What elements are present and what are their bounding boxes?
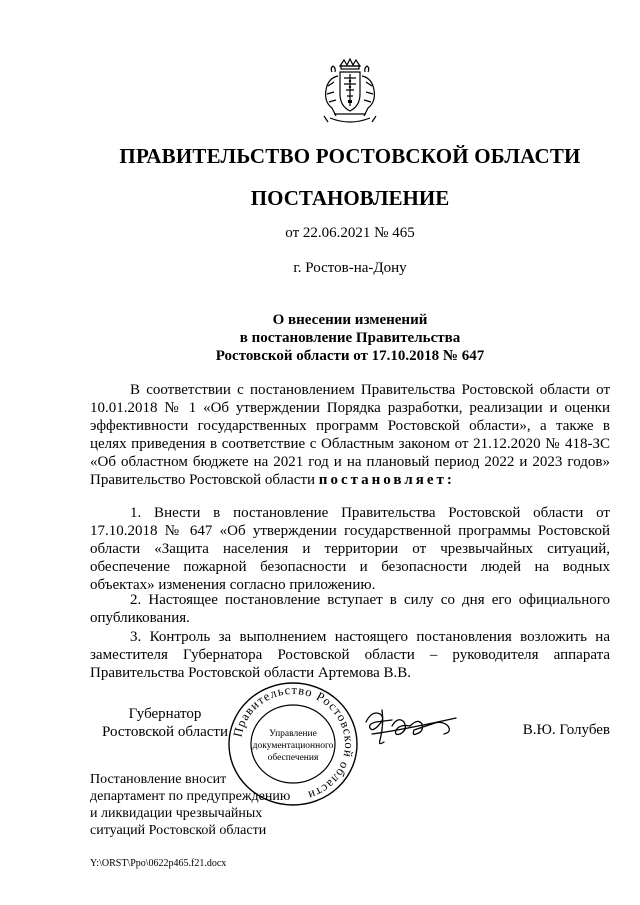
seal-inner-line: Управление [269,729,317,739]
resolves-keyword: постановляет: [318,472,455,488]
item-3-paragraph: 3. Контроль за выполнением настоящего постановления возложить на заместителя Губернатора Ростовской области – руководителя аппарата Правительства Ростовской области Артемова В.В. [90,629,610,681]
subject-line: О внесении изменений [272,312,428,328]
submitter-line: и ликвидации чрезвычайных [90,806,263,821]
preamble-paragraph [90,381,610,489]
seal-ring-text: Правительство Ростовской области [230,682,357,803]
file-path: Y:\ORST\Ppo\0622p465.f21.docx [90,858,227,869]
subject-line: Ростовской области от 17.10.2018 № 647 [215,348,485,364]
coat-of-arms-icon [314,56,386,128]
seal-inner-line: обеспечения [267,753,319,763]
submitter-block [90,771,330,839]
item-2-paragraph: 2. Настоящее постановление вступает в силу со дня его официального опубликования. [90,592,610,626]
signer-title-line: Ростовской области [102,724,228,740]
submitter-line: департамент по предупреждению [90,789,291,804]
preamble-text: В соответствии с постановлением Правительства Ростовской области от 10.01.2018 № 1 «Об утверждении Порядка разработки, реализации и оценки эффективности государственных программ Ростовской области», а также в целях приведения в соответствие с Областным законом от 21.12.2020 № 418-ЗС «Об областном бюджете на 2021 год и на плановый период 2022 и 2023 годов» Правительство Ростовской области [90,382,610,488]
document-type: ПОСТАНОВЛЕНИЕ [250,186,450,210]
document-date-number: от 22.06.2021 № 465 [285,225,415,241]
document-city: г. Ростов-на-Дону [293,260,407,276]
item-1-paragraph: 1. Внести в постановление Правительства Ростовской области от 17.10.2018 № 647 «Об утверждении государственной программы Ростовской области «Защита населения и территории от чрезвычайных ситуаций, обеспечение пожарной безопасности и безопасности людей на водных объектах» изменения согласно приложению. [90,505,610,593]
submitter-line: ситуаций Ростовской области [90,823,267,838]
signer-name: В.Ю. Голубев [522,722,610,738]
organization-title: ПРАВИТЕЛЬСТВО РОСТОВСКОЙ ОБЛАСТИ [119,144,581,168]
document-subject [90,311,610,365]
submitter-line: Постановление вносит [90,772,227,787]
signer-title-line: Губернатор [128,706,202,722]
handwritten-signature [362,704,462,750]
seal-inner-line: документационного [252,741,334,751]
signer-title [90,705,240,741]
subject-line: в постановление Правительства [239,330,461,346]
